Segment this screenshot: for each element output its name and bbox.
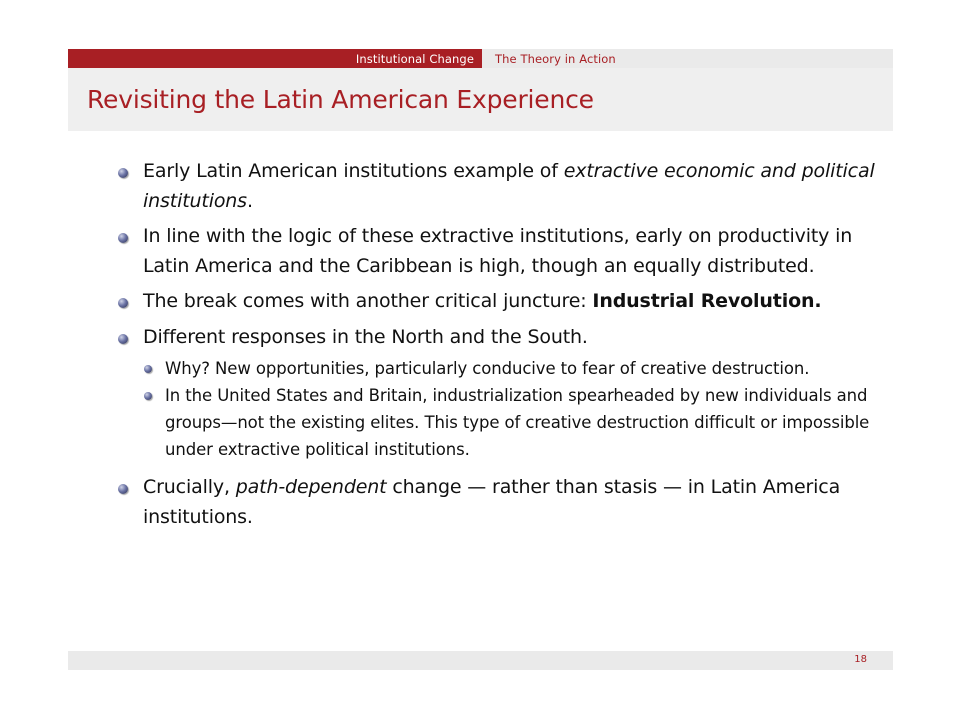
- nav-subsection[interactable]: [482, 49, 893, 68]
- ball-bullet-icon: [144, 365, 152, 373]
- sub-bullet-item: [143, 355, 896, 382]
- ball-bullet-icon: [118, 298, 128, 308]
- bullet-emphasis: extractive economic and political institutions: [143, 160, 875, 212]
- bullet-list: [116, 157, 896, 532]
- sub-bullet-list: [143, 355, 896, 463]
- title-band: [68, 68, 893, 131]
- ball-bullet-icon: [118, 168, 128, 178]
- nav-section[interactable]: [68, 49, 482, 68]
- nav-subsection-label: The Theory in Action: [495, 51, 616, 66]
- bullet-item-path-dependent: [116, 473, 896, 532]
- bullet-text: Early Latin American institutions example of: [143, 160, 564, 182]
- page-number: 18: [854, 654, 867, 665]
- sub-bullet-text: Why? New opportunities, particularly conducive to fear of creative destruction.: [165, 359, 810, 378]
- bullet-text: Crucially,: [143, 476, 236, 498]
- sub-bullet-text: In the United States and Britain, industrialization spearheaded by new individuals and groups—not the existing elites. This type of creative destruction difficult or impossible under extractive political institutions.: [165, 386, 870, 459]
- slide-title: Revisiting the Latin American Experience: [87, 85, 594, 114]
- bullet-item-extractive: [116, 157, 896, 216]
- bullet-item-critical-juncture: [116, 287, 896, 317]
- bullet-text: Different responses in the North and the South.: [143, 325, 588, 348]
- bullet-text: In line with the logic of these extractive institutions, early on productivity in Latin America and the Caribbean is high, though an equally distributed.: [143, 225, 853, 277]
- bullet-text: The break comes with another critical juncture:: [143, 290, 593, 312]
- slide-content: [116, 157, 896, 538]
- navigation-bar: [68, 49, 893, 68]
- nav-section-label: Institutional Change: [355, 51, 474, 66]
- sub-bullet-item: [143, 382, 896, 463]
- ball-bullet-icon: [118, 334, 128, 344]
- ball-bullet-icon: [118, 484, 128, 494]
- bullet-bold-text: Industrial Revolution.: [592, 290, 822, 312]
- footer-bar: [68, 651, 893, 670]
- bullet-text-end: change — rather than stasis — in Latin America institutions.: [143, 476, 841, 528]
- bullet-item-productivity: [116, 222, 896, 281]
- ball-bullet-icon: [118, 233, 128, 243]
- bullet-text-end: .: [246, 189, 253, 212]
- ball-bullet-icon: [144, 392, 152, 400]
- bullet-item-responses: [116, 323, 896, 464]
- bullet-emphasis: path-dependent: [235, 476, 387, 498]
